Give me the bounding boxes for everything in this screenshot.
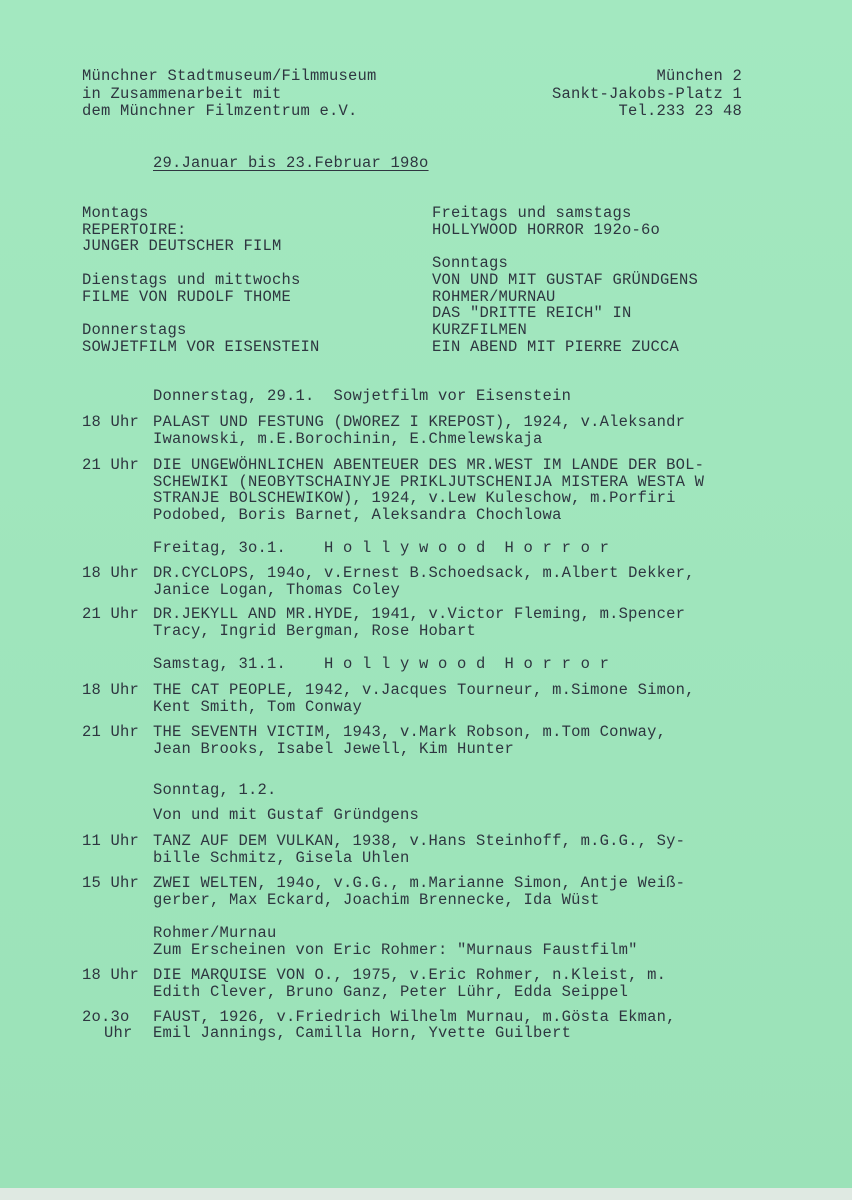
screening-line: DR.CYCLOPS, 194o, v.Ernest B.Schoedsack, m.Albert Dekker, [153, 564, 695, 582]
overview-right-7: KURZFILMEN [432, 321, 528, 339]
day-heading-sunday: Sonntag, 1.2. [153, 781, 277, 799]
overview-left-4: Dienstags und mittwochs [82, 271, 301, 289]
screening-line: Iwanowski, m.E.Borochinin, E.Chmelewskaja [153, 430, 543, 448]
overview-right-1: Freitags und samstags [432, 204, 632, 222]
overview-right-5: ROHMER/MURNAU [432, 288, 556, 306]
overview-right-4: VON UND MIT GUSTAF GRÜNDGENS [432, 271, 699, 289]
screening-line: Janice Logan, Thomas Coley [153, 581, 401, 599]
screening-line: DIE MARQUISE VON O., 1975, v.Eric Rohmer, n.Kleist, m. [153, 966, 667, 984]
overview-left-2: REPERTOIRE: [82, 221, 187, 239]
overview-left-1: Montags [82, 204, 149, 222]
screening-line: FAUST, 1926, v.Friedrich Wilhelm Murnau, m.Gösta Ekman, [153, 1008, 676, 1026]
screening-line: STRANJE BOLSCHEWIKOW), 1924, v.Lew Kuleschow, m.Porfiri [153, 489, 676, 507]
screening-line: DIE UNGEWÖHNLICHEN ABENTEUER DES MR.WEST IM LANDE DER BOL- [153, 456, 705, 474]
screening-time: 2o.3o [82, 1008, 130, 1026]
screening-line: Tracy, Ingrid Bergman, Rose Hobart [153, 622, 477, 640]
section-subheading: Zum Erscheinen von Eric Rohmer: "Murnaus Faustfilm" [153, 941, 638, 959]
period-title: 29.Januar bis 23.Februar 198o [153, 154, 429, 172]
screening-line: THE CAT PEOPLE, 1942, v.Jacques Tourneur, m.Simone Simon, [153, 681, 695, 699]
overview-left-5: FILME VON RUDOLF THOME [82, 288, 292, 306]
screening-line: THE SEVENTH VICTIM, 1943, v.Mark Robson, m.Tom Conway, [153, 723, 667, 741]
screening-time: 18 Uhr [82, 564, 140, 582]
screening-time: 21 Uhr [82, 723, 140, 741]
header-left-line-3: dem Münchner Filmzentrum e.V. [82, 102, 358, 120]
screening-time: 11 Uhr [82, 832, 140, 850]
screening-time: 15 Uhr [82, 874, 140, 892]
section-subheading: Rohmer/Murnau [153, 924, 277, 942]
overview-left-6: Donnerstags [82, 321, 187, 339]
overview-right-2: HOLLYWOOD HORROR 192o-6o [432, 221, 661, 239]
overview-left-3: JUNGER DEUTSCHER FILM [82, 237, 282, 255]
screening-line: gerber, Max Eckard, Joachim Brennecke, Ida Wüst [153, 891, 600, 909]
screening-line: Emil Jannings, Camilla Horn, Yvette Guilbert [153, 1024, 572, 1042]
screening-line: TANZ AUF DEM VULKAN, 1938, v.Hans Steinhoff, m.G.G., Sy- [153, 832, 686, 850]
screening-time: Uhr [104, 1024, 133, 1042]
screening-time: 18 Uhr [82, 413, 140, 431]
screening-line: ZWEI WELTEN, 194o, v.G.G., m.Marianne Simon, Antje Weiß- [153, 874, 686, 892]
screening-time: 21 Uhr [82, 605, 140, 623]
overview-left-7: SOWJETFILM VOR EISENSTEIN [82, 338, 320, 356]
header-right-line-3: Tel.233 23 48 [618, 102, 742, 120]
screening-line: Edith Clever, Bruno Ganz, Peter Lühr, Edda Seippel [153, 983, 629, 1001]
header-left-line-2: in Zusammenarbeit mit [82, 85, 282, 103]
screening-line: Podobed, Boris Barnet, Aleksandra Chochlowa [153, 506, 562, 524]
screening-time: 21 Uhr [82, 456, 140, 474]
day-heading-saturday: Samstag, 31.1. H o l l y w o o d H o r r o r [153, 655, 610, 673]
overview-right-3: Sonntags [432, 254, 509, 272]
header-right-line-2: Sankt-Jakobs-Platz 1 [551, 85, 742, 103]
screening-line: Jean Brooks, Isabel Jewell, Kim Hunter [153, 740, 515, 758]
screening-time: 18 Uhr [82, 681, 140, 699]
overview-right-6: DAS "DRITTE REICH" IN [432, 304, 632, 322]
header-left-line-1: Münchner Stadtmuseum/Filmmuseum [82, 67, 377, 85]
screening-line: Kent Smith, Tom Conway [153, 698, 363, 716]
screening-line: SCHEWIKI (NEOBYTSCHAINYJE PRIKLJUTSCHENIJA MISTERA WESTA W [153, 473, 705, 491]
overview-right-8: EIN ABEND MIT PIERRE ZUCCA [432, 338, 680, 356]
scan-edge [0, 1188, 852, 1200]
header-right-line-1: München 2 [656, 67, 742, 85]
day-heading-thursday: Donnerstag, 29.1. Sowjetfilm vor Eisenstein [153, 387, 572, 405]
screening-line: DR.JEKYLL AND MR.HYDE, 1941, v.Victor Fleming, m.Spencer [153, 605, 686, 623]
day-heading-friday: Freitag, 3o.1. H o l l y w o o d H o r r o r [153, 539, 610, 557]
screening-line: bille Schmitz, Gisela Uhlen [153, 849, 410, 867]
section-subheading: Von und mit Gustaf Gründgens [153, 806, 420, 824]
screening-line: PALAST UND FESTUNG (DWOREZ I KREPOST), 1924, v.Aleksandr [153, 413, 686, 431]
screening-time: 18 Uhr [82, 966, 140, 984]
